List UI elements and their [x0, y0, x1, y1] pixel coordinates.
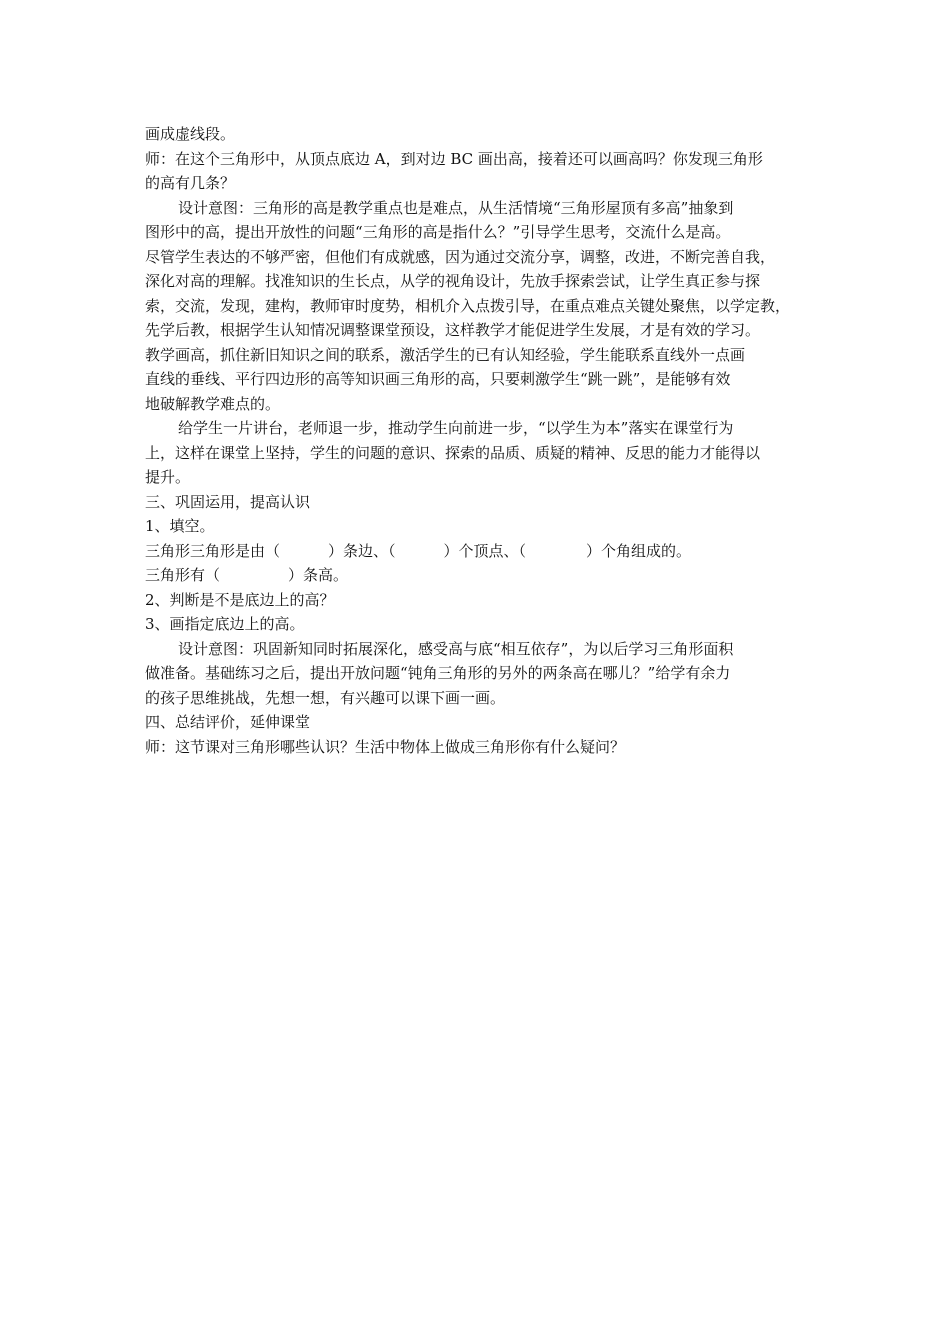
teacher-closing-line: 师：这节课对三角形哪些认识？生活中物体上做成三角形你有什么疑问？ — [145, 737, 626, 756]
design-intent-line: 尽管学生表达的不够严密，但他们有成就感，因为通过交流分享，调整，改进，不断完善自我， — [145, 247, 776, 266]
design-intent-line: 设计意图：三角形的高是教学重点也是难点，从生活情境“三角形屋顶有多高”抽象到 — [178, 198, 734, 217]
text-line: 的高有几条？ — [145, 174, 236, 192]
design-intent-line: 教学画高，抓住新旧知识之间的联系，激活学生的已有认知经验，学生能联系直线外一点画 — [145, 345, 746, 364]
design-intent-line: 索，交流，发现，建构，教师审时度势，相机介入点拨引导，在重点难点关键处聚焦，以学定教， — [145, 296, 791, 315]
fill-blank-text: ）个角组成的。 — [586, 541, 692, 560]
fill-blank-text: 三角形有（ — [145, 566, 221, 584]
exercise-item: 2、判断是不是底边上的高？ — [145, 590, 335, 609]
design-intent-line: 图形中的高，提出开放性的问题“三角形的高是指什么？”引导学生思考，交流什么是高。 — [145, 223, 731, 241]
reflection-line: 提升。 — [145, 468, 191, 486]
design-intent-line: 地破解教学难点的。 — [145, 394, 281, 413]
fill-blank-line — [145, 539, 813, 564]
fill-blank-line — [145, 563, 813, 588]
fill-blank-text: ）条高。 — [288, 566, 349, 584]
reflection-line: 上，这样在课堂上坚持，学生的问题的意识、探索的品质、质疑的精神、反思的能力才能得以 — [145, 443, 761, 462]
design-intent-line: 的孩子思维挑战，先想一想，有兴趣可以课下画一画。 — [145, 688, 506, 707]
design-intent-line: 深化对高的理解。找准知识的生长点，从学的视角设计，先放手探索尝试，让学生真正参与探 — [145, 272, 761, 290]
text-line: 画成虚线段。 — [145, 125, 236, 143]
design-intent-line: 先学后教，根据学生认知情况调整课堂预设，这样教学才能促进学生发展，才是有效的学习。 — [145, 321, 761, 339]
fill-blank-text: 三角形三角形是由（ — [145, 541, 281, 560]
design-intent-line: 设计意图：巩固新知同时拓展深化，感受高与底“相互依存”，为以后学习三角形面积 — [178, 639, 734, 658]
teacher-question-line: 师：在这个三角形中，从顶点底边 A，到对边 BC 画出高，接着还可以画高吗？你发现三角形 — [145, 149, 763, 168]
document-body — [145, 122, 813, 759]
fill-blank-text: ）条边、（ — [328, 541, 396, 560]
section-heading: 四、总结评价，延伸课堂 — [145, 713, 311, 731]
exercise-item: 1、填空。 — [145, 517, 215, 535]
design-intent-line: 做准备。基础练习之后，提出开放问题“钝角三角形的另外的两条高在哪儿？”给学有余力 — [145, 664, 731, 682]
fill-blank-text: ）个顶点、（ — [443, 541, 527, 560]
reflection-line: 给学生一片讲台，老师退一步，推动学生向前进一步，“以学生为本”落实在课堂行为 — [178, 419, 734, 437]
design-intent-line: 直线的垂线、平行四边形的高等知识画三角形的高，只要刺激学生“跳一跳”，是能够有效 — [145, 370, 731, 388]
section-heading: 三、巩固运用，提高认识 — [145, 492, 311, 511]
exercise-item: 3、画指定底边上的高。 — [145, 615, 305, 633]
